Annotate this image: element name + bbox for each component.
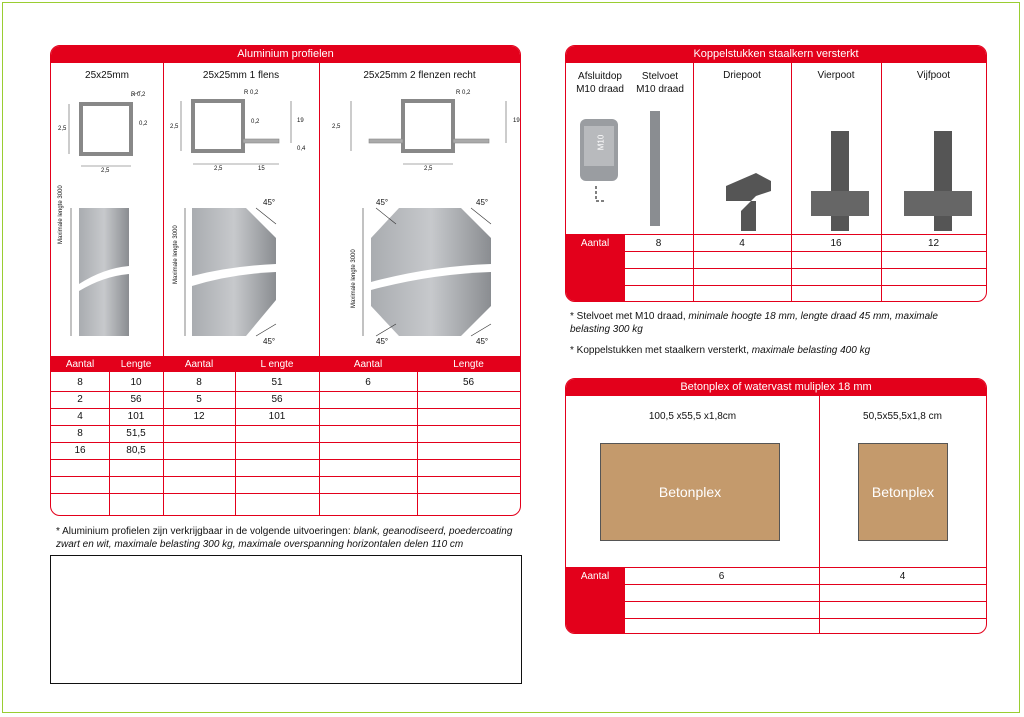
table-cell: 12: [193, 411, 205, 422]
empty-box: [50, 555, 522, 684]
table-cell: 101: [127, 411, 145, 422]
dim-radius: R 0,2: [456, 90, 471, 96]
angle-label: 45°: [263, 337, 276, 346]
betonplex-panel: [565, 378, 987, 634]
size-label: 50,5x55,5x1,8 cm: [863, 411, 942, 422]
table-cell: 8: [196, 377, 202, 388]
table-cell: 6: [365, 377, 371, 388]
profile-length-views: [51, 196, 520, 356]
koppelstukken-title: Koppelstukken staalkern versterkt: [566, 46, 986, 63]
angle-label: 45°: [476, 198, 489, 207]
table-cell: 16: [74, 445, 86, 456]
table-cell: 56: [271, 394, 283, 405]
item-label: Driepoot: [723, 70, 761, 81]
dim-thickness: 0,2: [139, 121, 148, 127]
col-header: Aantal: [184, 359, 214, 370]
count-cell: 12: [927, 238, 940, 249]
aantal-label: Aantal: [580, 571, 610, 582]
koppelstukken-panel: [565, 45, 987, 302]
dim-radius: R 0,2: [244, 90, 259, 96]
dim-19: 19: [297, 118, 304, 124]
table-cell: 8: [77, 428, 83, 439]
betonplex-title: Betonplex of watervast muliplex 18 mm: [566, 379, 986, 396]
col-header: Aantal: [65, 359, 95, 370]
note-italic: blank, geanodiseerd, poedercoating zwart en wit, maximale belasting 300 kg, maximale overspanning horizontalen delen 110 cm: [56, 526, 513, 550]
aluminium-title: Aluminium profielen: [51, 46, 520, 63]
count-cell: 4: [739, 238, 745, 249]
dim-flange: 15: [258, 166, 265, 172]
table-cell: 56: [130, 394, 142, 405]
betonplex-board-large: Betonplex: [600, 443, 780, 541]
item-label: Afsluitdop M10 draad: [576, 71, 624, 95]
dim-width: 2,5: [424, 166, 433, 172]
note-text: * Aluminium profielen zijn verkrijgbaar in de volgende uitvoeringen:: [56, 526, 354, 537]
table-cell: 51: [271, 377, 283, 388]
dim-height: 2,5: [170, 124, 179, 130]
angle-label: 45°: [376, 337, 389, 346]
dim-04: 0,4: [297, 146, 306, 152]
table-cell: 51,5: [126, 428, 146, 439]
item-label: Vijfpoot: [916, 70, 951, 81]
table-cell: 5: [196, 394, 202, 405]
count-cell: 8: [655, 238, 662, 249]
size-label: 100,5 x55,5 x1,8cm: [648, 411, 737, 422]
item-label: Stelvoet M10 draad: [636, 71, 684, 95]
angle-label: 45°: [476, 337, 489, 346]
col-header: L engte: [260, 359, 294, 370]
dim-height: 2,5: [58, 126, 67, 132]
dim-width: 2,5: [101, 168, 110, 174]
dim-height: 2,5: [332, 124, 341, 130]
count-cell: 6: [718, 571, 725, 582]
profile-name: 25x25mm 1 flens: [202, 70, 280, 81]
length-label: Maximale lengte 3000: [58, 185, 64, 244]
dim-width: 2,5: [214, 166, 223, 172]
col-header: Lengte: [120, 359, 152, 370]
dim-19: 19: [513, 118, 520, 124]
profile-name: 25x25mm 2 flenzen recht: [363, 70, 476, 81]
koppel-note: * Koppelstukken met staalkern versterkt, maximale belasting 400 kg: [570, 345, 871, 356]
col-header: Aantal: [353, 359, 383, 370]
table-cell: 4: [77, 411, 83, 422]
length-label: Maximale lengte 3000: [173, 225, 179, 284]
table-cell: 2: [77, 394, 83, 405]
count-cell: 16: [830, 238, 842, 249]
profile-cross-sections: [51, 86, 520, 181]
betonplex-board-small: Betonplex: [858, 443, 948, 541]
dim-radius: R 0,2: [131, 92, 146, 98]
cap-text: M10: [596, 134, 606, 151]
item-label: Vierpoot: [817, 70, 855, 81]
connector-images: [566, 101, 986, 231]
table-cell: 10: [130, 377, 142, 388]
angle-label: 45°: [263, 198, 276, 207]
table-cell: 101: [268, 411, 286, 422]
profile-name: 25x25mm: [85, 70, 129, 81]
angle-label: 45°: [376, 198, 389, 207]
col-header: Lengte: [453, 359, 484, 370]
aantal-label: Aantal: [580, 238, 610, 249]
count-cell: 4: [899, 571, 906, 582]
aluminium-note: [56, 525, 526, 551]
table-cell: 80,5: [126, 445, 146, 456]
aluminium-panel: [50, 45, 521, 516]
stelvoet-note: * Stelvoet met M10 draad, minimale hoogte 18 mm, lengte draad 45 mm, maximale belasting 300 kg: [570, 311, 938, 335]
dim-thickness: 0,2: [251, 119, 260, 125]
table-cell: 56: [462, 377, 475, 388]
length-label: Maximale lengte 3000: [351, 249, 357, 308]
table-cell: 8: [77, 377, 83, 388]
